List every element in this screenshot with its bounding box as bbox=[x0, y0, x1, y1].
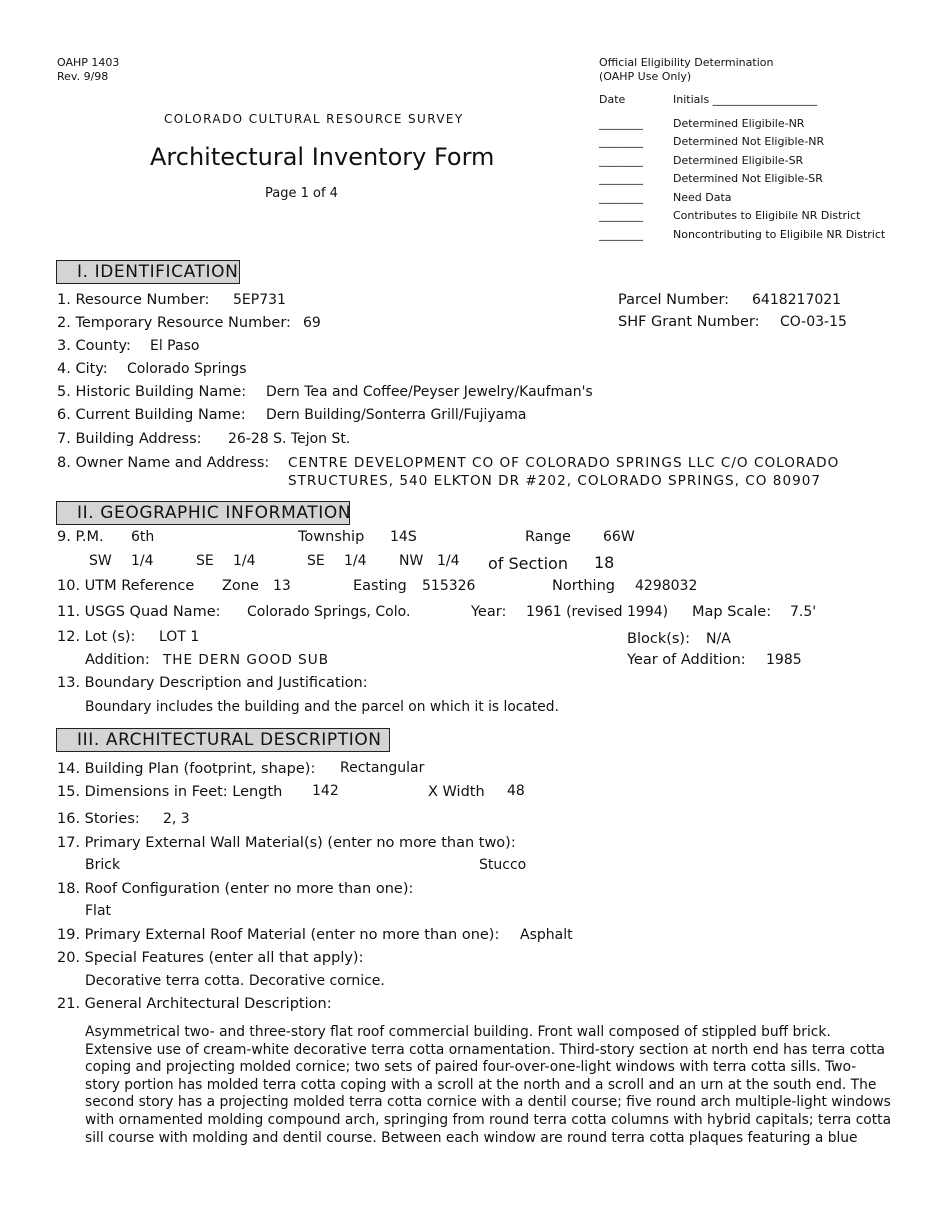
city-value: Colorado Springs bbox=[127, 361, 247, 377]
eligibility-heading: Official Eligibility Determination bbox=[599, 56, 774, 69]
addition-label: Addition: bbox=[85, 652, 150, 668]
description-line: second story has a projecting molded terra cotta cornice with a dentil course; five round arch multiple-light windows bbox=[85, 1094, 891, 1111]
general-description-label: 21. General Architectural Description: bbox=[57, 996, 332, 1012]
owner-line-2: STRUCTURES, 540 ELKTON DR #202, COLORADO SPRINGS, CO 80907 bbox=[288, 473, 822, 489]
zone-label: Zone bbox=[222, 578, 259, 594]
boundary-value: Boundary includes the building and the parcel on which it is located. bbox=[85, 699, 559, 715]
block-label: Block(s): bbox=[627, 631, 690, 647]
block-value: N/A bbox=[706, 631, 731, 647]
eligibility-blank: ________ bbox=[599, 117, 643, 130]
parcel-label: Parcel Number: bbox=[618, 292, 730, 308]
owner-label: 8. Owner Name and Address: bbox=[57, 455, 270, 471]
year-value: 1961 (revised 1994) bbox=[526, 604, 669, 620]
address-label: 7. Building Address: bbox=[57, 431, 202, 447]
map-scale-value: 7.5' bbox=[790, 604, 817, 620]
eligibility-option: Determined Not Eligible-SR bbox=[673, 172, 823, 185]
description-line: story portion has molded terra cotta coping with a scroll at the north and a scroll and an urn at the south end. The bbox=[85, 1076, 877, 1093]
form-title: Architectural Inventory Form bbox=[150, 143, 495, 171]
section-of-label: of Section bbox=[488, 554, 568, 573]
form-revision: Rev. 9/98 bbox=[57, 70, 109, 83]
eligibility-option: Noncontributing to Eligibile NR District bbox=[673, 228, 886, 241]
shf-value: CO-03-15 bbox=[780, 314, 847, 330]
stories-value: 2, 3 bbox=[163, 811, 190, 827]
township-value: 14S bbox=[390, 529, 417, 545]
eligibility-blank: ________ bbox=[599, 209, 643, 222]
township-label: Township bbox=[298, 529, 365, 545]
eligibility-initials: Initials ___________________ bbox=[673, 93, 818, 106]
special-features-label: 20. Special Features (enter all that apply): bbox=[57, 950, 364, 966]
page-info: Page 1 of 4 bbox=[265, 186, 338, 201]
pm-value: 6th bbox=[131, 529, 155, 545]
description-line: with ornamented molding compound arch, springing from round terra cotta columns with hybrid capitals; terra cotta bbox=[85, 1111, 892, 1128]
plan-label: 14. Building Plan (footprint, shape): bbox=[57, 761, 316, 777]
section-title: III. ARCHITECTURAL DESCRIPTION bbox=[77, 730, 382, 750]
roof-config-value: Flat bbox=[85, 903, 112, 919]
addition-value: THE DERN GOOD SUB bbox=[163, 652, 330, 668]
se-label: SE bbox=[196, 553, 214, 569]
wall-label: 17. Primary External Wall Material(s) (enter no more than two): bbox=[57, 835, 516, 851]
roof-config-label: 18. Roof Configuration (enter no more than one): bbox=[57, 881, 414, 897]
county-value: El Paso bbox=[150, 338, 200, 354]
general-description bbox=[85, 1024, 892, 1147]
sw-label: SW bbox=[89, 553, 112, 569]
historic-name-value: Dern Tea and Coffee/Peyser Jewelry/Kaufman's bbox=[266, 384, 593, 400]
wall-material-2: Stucco bbox=[479, 857, 527, 873]
section-title: I. IDENTIFICATION bbox=[77, 262, 239, 282]
eligibility-option: Determined Eligibile-SR bbox=[673, 154, 804, 167]
se2-value: 1/4 bbox=[344, 553, 367, 569]
county-label: 3. County: bbox=[57, 338, 131, 354]
dimensions-label: 15. Dimensions in Feet: Length bbox=[57, 784, 283, 800]
description-line: Asymmetrical two- and three-story flat roof commercial building. Front wall composed of stippled buff brick. bbox=[85, 1024, 831, 1040]
description-line: Extensive use of cream-white decorative terra cotta ornamentation. Third-story section at north end has terra cotta bbox=[85, 1041, 885, 1058]
section-number: 18 bbox=[594, 553, 615, 572]
lot-value: LOT 1 bbox=[159, 629, 200, 645]
temp-resource-label: 2. Temporary Resource Number: bbox=[57, 315, 291, 331]
roof-material-value: Asphalt bbox=[520, 927, 573, 943]
usgs-label: 11. USGS Quad Name: bbox=[57, 604, 221, 620]
year-label: Year: bbox=[471, 604, 507, 620]
special-features-value: Decorative terra cotta. Decorative cornice. bbox=[85, 973, 385, 989]
wall-material-1: Brick bbox=[85, 857, 121, 873]
eligibility-date-label: Date bbox=[599, 93, 626, 106]
current-name-label: 6. Current Building Name: bbox=[57, 407, 246, 423]
eligibility-option: Need Data bbox=[673, 191, 732, 204]
year-addition-label: Year of Addition: bbox=[627, 652, 746, 668]
eligibility-blank: ________ bbox=[599, 228, 643, 241]
easting-value: 515326 bbox=[422, 578, 476, 594]
eligibility-blank: ________ bbox=[599, 191, 643, 204]
stories-label: 16. Stories: bbox=[57, 811, 140, 827]
temp-resource-value: 69 bbox=[303, 315, 321, 331]
parcel-value: 6418217021 bbox=[752, 292, 842, 308]
section-identification bbox=[56, 260, 240, 284]
form-code: OAHP 1403 bbox=[57, 56, 120, 69]
historic-name-label: 5. Historic Building Name: bbox=[57, 384, 247, 400]
eligibility-blank: ________ bbox=[599, 172, 643, 185]
se-value: 1/4 bbox=[233, 553, 256, 569]
northing-value: 4298032 bbox=[635, 578, 698, 594]
section-architectural bbox=[56, 728, 390, 752]
shf-label: SHF Grant Number: bbox=[618, 314, 760, 330]
city-label: 4. City: bbox=[57, 361, 108, 377]
range-value: 66W bbox=[603, 529, 635, 545]
easting-label: Easting bbox=[353, 578, 407, 594]
nw-value: 1/4 bbox=[437, 553, 460, 569]
plan-value: Rectangular bbox=[340, 760, 425, 776]
range-label: Range bbox=[525, 529, 571, 545]
zone-value: 13 bbox=[273, 578, 291, 594]
survey-name: COLORADO CULTURAL RESOURCE SURVEY bbox=[164, 112, 464, 126]
sw-value: 1/4 bbox=[131, 553, 154, 569]
width-label: X Width bbox=[428, 784, 485, 800]
eligibility-blank: ________ bbox=[599, 135, 643, 148]
address-value: 26-28 S. Tejon St. bbox=[228, 431, 351, 447]
eligibility-subheading: (OAHP Use Only) bbox=[599, 70, 692, 83]
eligibility-option: Determined Eligibile-NR bbox=[673, 117, 805, 130]
section-geographic bbox=[56, 501, 350, 525]
pm-label: 9. P.M. bbox=[57, 529, 104, 545]
width-value: 48 bbox=[507, 783, 525, 799]
eligibility-blank: ________ bbox=[599, 154, 643, 167]
nw-label: NW bbox=[399, 553, 424, 569]
owner-line-1: CENTRE DEVELOPMENT CO OF COLORADO SPRINGS LLC C/O COLORADO bbox=[288, 455, 840, 471]
eligibility-option: Determined Not Eligible-NR bbox=[673, 135, 825, 148]
year-addition-value: 1985 bbox=[766, 652, 802, 668]
utm-label: 10. UTM Reference bbox=[57, 578, 195, 594]
se2-label: SE bbox=[307, 553, 325, 569]
current-name-value: Dern Building/Sonterra Grill/Fujiyama bbox=[266, 407, 527, 423]
usgs-value: Colorado Springs, Colo. bbox=[247, 604, 411, 620]
resource-number-label: 1. Resource Number: bbox=[57, 292, 210, 308]
lot-label: 12. Lot (s): bbox=[57, 629, 136, 645]
map-scale-label: Map Scale: bbox=[692, 604, 772, 620]
boundary-label: 13. Boundary Description and Justification: bbox=[57, 675, 368, 691]
roof-material-label: 19. Primary External Roof Material (enter no more than one): bbox=[57, 927, 500, 943]
northing-label: Northing bbox=[552, 578, 615, 594]
eligibility-option: Contributes to Eligibile NR District bbox=[673, 209, 861, 222]
description-line: sill course with molding and dentil course. Between each window are round terra cotta plaques featuring a blue bbox=[85, 1129, 858, 1146]
section-title: II. GEOGRAPHIC INFORMATION bbox=[77, 503, 352, 523]
resource-number-value: 5EP731 bbox=[233, 292, 286, 308]
length-value: 142 bbox=[312, 783, 339, 799]
description-line: coping and projecting molded cornice; two sets of paired four-over-one-light windows with terra cotta sills. Two- bbox=[85, 1059, 857, 1076]
